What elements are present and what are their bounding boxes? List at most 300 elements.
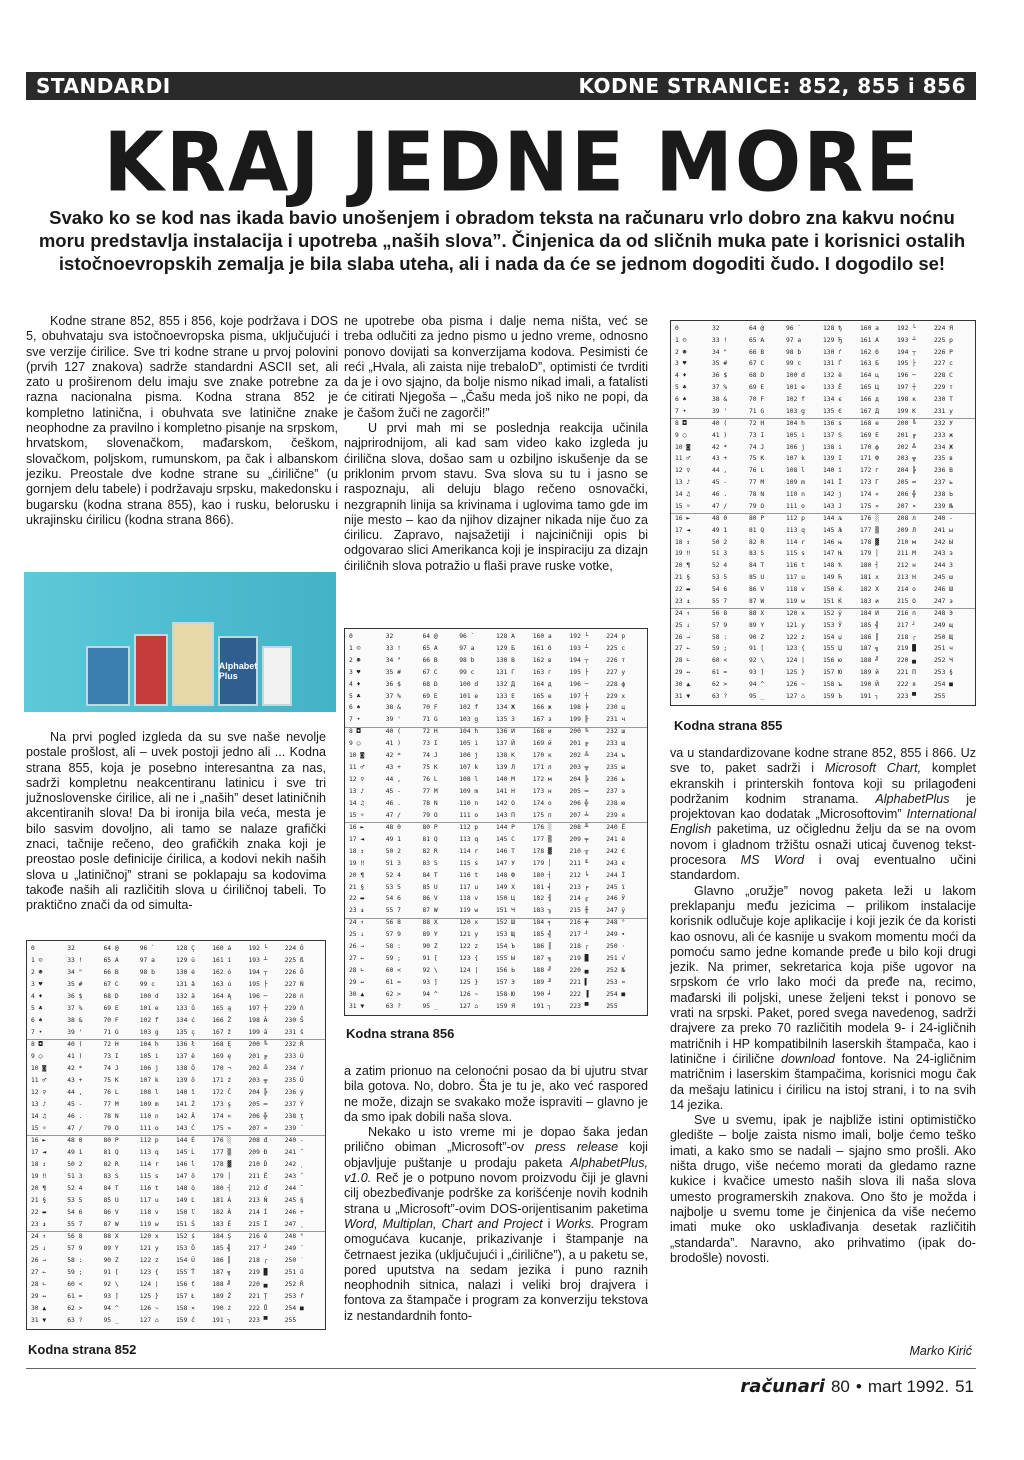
codepage-cell: 34 "	[712, 348, 728, 356]
codepage-cell: 248 °	[606, 919, 626, 927]
codepage-cell: 251 ű	[284, 1268, 304, 1276]
codepage-cell: 244 Ї	[606, 871, 626, 879]
codepage-cell: 207 ¤	[248, 1124, 268, 1132]
codepage-cell: 139 І	[823, 455, 842, 463]
codepage-cell: 130 ѓ	[823, 348, 842, 356]
codepage-cell: 132 ё	[823, 372, 842, 380]
codepage-cell: 32	[67, 944, 75, 952]
codepage-cell: 225 с	[606, 644, 626, 652]
codepage-cell: 147 ô	[176, 1172, 195, 1180]
codepage-cell: 43 +	[385, 764, 401, 772]
codepage-cell: 136 ł	[176, 1040, 195, 1048]
column-1-top	[26, 314, 338, 528]
codepage-cell: 209 ╤	[569, 835, 589, 843]
codepage-cell: 220 ▄	[569, 967, 589, 975]
photo-box-4	[218, 636, 258, 706]
codepage-cell: 211 Ë	[248, 1172, 268, 1180]
codepage-cell: 161 А	[860, 336, 879, 344]
codepage-cell: 39 '	[712, 407, 728, 415]
codepage-cell: 210 м	[897, 538, 916, 546]
codepage-cell: 206 ╬	[248, 1112, 268, 1120]
codepage-cell: 122 z	[459, 943, 479, 951]
codepage-cell: 161 б	[532, 644, 552, 652]
codepage-cell: 150 ľ	[176, 1208, 195, 1216]
codepage-cell: 136 И	[496, 728, 515, 736]
codepage-cell: 69 E	[103, 1004, 119, 1012]
codepage-cell: 183 Ě	[212, 1220, 232, 1228]
codepage-cell: 64 @	[422, 632, 438, 640]
codepage-cell: 75 K	[422, 764, 438, 772]
codepage-cell: 121 y	[459, 931, 479, 939]
codepage-cell: 116 t	[459, 871, 479, 879]
codepage-cell: 155 Ť	[176, 1268, 195, 1276]
codepage-cell: 215 Î	[248, 1220, 268, 1228]
codepage-cell: 40 (	[67, 1040, 83, 1048]
codepage-cell: 49 1	[385, 835, 401, 843]
codepage-cell: 56 8	[712, 609, 728, 617]
codepage-cell: 19 ‼	[349, 859, 365, 867]
codepage-cell: 7 •	[349, 716, 361, 724]
codepage-cell: 146 ĺ	[176, 1160, 195, 1168]
codepage-cell: 114 r	[139, 1160, 159, 1168]
codepage-cell: 49 1	[67, 1148, 83, 1156]
codepage-cell: 254 ■	[284, 1304, 304, 1312]
codepage-cell: 89 Y	[749, 621, 765, 629]
codepage-cell: 80 P	[103, 1136, 119, 1144]
codepage-cell: 225 ß	[284, 956, 304, 964]
codepage-cell: 234 ŕ	[284, 1064, 304, 1072]
codepage-cell: 245 §	[284, 1196, 304, 1204]
codepage-cell: 145 С	[496, 835, 515, 843]
codepage-cell: 88 X	[749, 609, 765, 617]
codepage-cell: 11 ♂	[31, 1076, 47, 1084]
codepage-cell: 55 7	[385, 907, 401, 915]
codepage-cell: 106 j	[139, 1064, 159, 1072]
codepage-cell: 25 ↓	[675, 621, 691, 629]
codepage-cell: 14 ♫	[675, 491, 691, 499]
codepage-cell: 167 з	[532, 716, 552, 724]
codepage-cell: 196 ─	[248, 992, 268, 1000]
codepage-cell: 87 W	[422, 907, 438, 915]
codepage-cell: 195 ├	[569, 668, 589, 676]
codepage-cell: 164 д	[532, 680, 552, 688]
codepage-cell: 127 ⌂	[139, 1316, 159, 1324]
codepage-cell: 221 П	[897, 669, 916, 677]
codepage-cell: 10 ◙	[31, 1064, 47, 1072]
codepage-cell: 113 q	[459, 835, 479, 843]
codepage-cell: 146 Т	[496, 847, 515, 855]
codepage-cell: 234 Ж	[934, 443, 953, 451]
codepage-cell: 231 ч	[606, 716, 626, 724]
codepage-cell: 213 Н	[897, 574, 916, 582]
codepage-cell: 151 Ч	[496, 907, 515, 915]
codepage-cell: 82 R	[749, 538, 765, 546]
col1-paragraph-1: Kodne strane 852, 855 i 856, koje podržava i DOS 5, obuhvataju sva istočnoevropska pisma, uključujući i sve verzije ćirilice. Sve tri kodne strane u prvoj polovini (prvih 127 znakova) sadrže standardni ASCII set, ali zato u proširenom delu imaju sve znake potrebne za razna nacionalna pisma. Kodna strana 852 je kompletno latinična, i obuhvata sve latinične znake neophodne za pravilno i kompletno pisanje na srpskom, hrvatskom, slovenačkom, mađarskom, češkom, slovačkom, poljskom, rumunskom, pa čak i albanskom jeziku. Preostale dve kodne strane su „ćirilične” (u gornjem delu tabele) i podržavaju srpsku, makedonsku i bugarsku (kodna strana 855), kao i rusku, belorusku i ukrajinsku ćirilicu (kodna strana 866).	[26, 314, 338, 527]
codepage-cell: 155 Ы	[496, 955, 515, 963]
codepage-cell: 241 ё	[606, 835, 626, 843]
codepage-cell: 72 H	[103, 1040, 119, 1048]
codepage-cell: 119 w	[786, 597, 805, 605]
codepage-cell: 249 ∙	[606, 931, 626, 939]
codepage-cell: 217 ┘	[897, 621, 916, 629]
codepage-cell: 198 ╞	[569, 704, 589, 712]
codepage-cell: 113 q	[786, 526, 805, 534]
codepage-cell: 117 u	[786, 574, 805, 582]
codepage-cell: 127 ⌂	[459, 1002, 479, 1010]
codepage-cell: 117 u	[459, 883, 479, 891]
codepage-cell: 148 Ф	[496, 871, 515, 879]
codepage-cell: 8 ◘	[31, 1040, 43, 1048]
codepage-cell: 142 О	[496, 799, 515, 807]
codepage-cell: 98 b	[786, 348, 802, 356]
codepage-cell: 26 →	[31, 1256, 47, 1264]
codepage-cell: 217 ┘	[569, 931, 589, 939]
article-title: KRAJ JEDNE MORE	[103, 115, 921, 211]
codepage-cell: 24 ↑	[31, 1232, 47, 1240]
codepage-cell: 50 2	[712, 538, 728, 546]
codepage-cell: 55 7	[712, 597, 728, 605]
codepage-cell: 208 л	[897, 514, 916, 522]
codepage-cell: 252 Ч	[934, 657, 953, 665]
codepage-cell: 133 Ё	[823, 384, 842, 392]
codepage-cell: 255	[284, 1316, 297, 1324]
issue-number: 80	[830, 1377, 850, 1396]
codepage-cell: 193 ┴	[248, 956, 268, 964]
codepage-cell: 47 /	[712, 502, 728, 510]
codepage-cell: 169 ę	[212, 1052, 232, 1060]
codepage-cell: 93 ]	[103, 1292, 119, 1300]
codepage-cell: 246 ÷	[284, 1208, 304, 1216]
codepage-cell: 172 г	[860, 467, 879, 475]
codepage-cell: 199 ă	[248, 1028, 268, 1036]
codepage-cell: 98 b	[139, 968, 155, 976]
codepage-cell: 168 Ę	[212, 1040, 232, 1048]
codepage-cell: 235 в	[934, 455, 953, 463]
codepage-cell: 227 с	[934, 360, 953, 368]
codepage-cell: 252 Ř	[284, 1280, 304, 1288]
codepage-cell: 79 O	[103, 1124, 119, 1132]
codepage-cell: 241 ы	[934, 526, 953, 534]
codepage-cell: 182 ╢	[532, 895, 552, 903]
codepage-cell: 246 Ш	[934, 586, 953, 594]
codepage-cell: 170 ¬	[212, 1064, 232, 1072]
codepage-cell: 199 К	[897, 407, 916, 415]
codepage-cell: 159 Я	[496, 1002, 515, 1010]
codepage-cell: 14 ♫	[349, 799, 365, 807]
codepage-cell: 203 ╦	[897, 455, 916, 463]
codepage-cell: 74 J	[422, 752, 438, 760]
codepage-cell: 107 k	[139, 1076, 159, 1084]
col3-paragraph-1	[670, 746, 976, 884]
codepage-cell: 96 `	[786, 324, 802, 332]
codepage-cell: 76 L	[422, 776, 438, 784]
codepage-cell: 135 З	[496, 716, 515, 724]
codepage-cell: 247 ў	[606, 907, 626, 915]
codepage-cell: 93 ]	[749, 669, 765, 677]
col2-p4-italic: Word, Multiplan, Chart and Project	[344, 1216, 543, 1231]
col3-paragraph-3: Sve u svemu, ipak je najbliže istini optimističko gledište – bolje zaista nismo imali, bolje ćemo teško imati, a kako smo se nadali – sjajno smo prošli. Ako ništa drugo, više nećemo morati da gledamo razne kukice i kvačice umesto naših slova ili naša slova umesto programerskih znakova. Ono što je možda i najbolje u svemu tome je činjenica da više nećemo imati muke oko usklađivanja desetak različitih „standarda”. Naravno, ako prihvatimo (ipak do-brodošle) novosti.	[670, 1113, 976, 1265]
codepage-cell: 189 ╜	[532, 979, 552, 986]
codepage-cell: 90 Z	[103, 1256, 119, 1264]
codepage-cell: 37 %	[712, 384, 728, 392]
codepage-cell: 125 }	[459, 979, 479, 986]
codepage-cell: 15 ☼	[349, 811, 365, 819]
codepage-cell: 162 ó	[212, 968, 232, 976]
codepage-cell: 203 ╦	[248, 1076, 268, 1084]
codepage-cell: 153 Ў	[823, 621, 842, 629]
codepage-cell: 43 +	[712, 455, 728, 463]
codepage-cell: 75 K	[103, 1076, 119, 1084]
codepage-cell: 103 g	[139, 1028, 159, 1036]
codepage-cell: 135 ç	[176, 1028, 195, 1036]
codepage-cell: 44 ,	[67, 1088, 83, 1096]
codepage-cell: 149 Х	[496, 883, 515, 891]
codepage-cell: 17 ◄	[349, 835, 365, 843]
codepage-cell: 135 Є	[823, 407, 842, 415]
codepage-cell: 230 Т	[934, 396, 953, 404]
codepage-cell: 84 T	[422, 871, 438, 879]
codepage-cell: 173 н	[532, 788, 552, 795]
codepage-cell: 122 z	[139, 1256, 159, 1264]
codepage-cell: 185 ╣	[212, 1244, 232, 1252]
codepage-cell: 17 ◄	[31, 1148, 47, 1156]
codepage-cell: 7 •	[675, 407, 687, 415]
codepage-cell: 170 к	[532, 752, 552, 760]
codepage-cell: 185 ╣	[860, 621, 879, 629]
codepage-cell: 173 ş	[212, 1100, 232, 1108]
codepage-cell: 178 ▓	[212, 1160, 232, 1168]
codepage-cell: 171 ź	[212, 1076, 232, 1084]
codepage-cell: 154 Ü	[176, 1256, 195, 1264]
codepage-cell: 144 љ	[823, 514, 842, 522]
codepage-cell: 175 п	[532, 811, 552, 819]
magazine-name: računari	[740, 1376, 825, 1397]
codepage-cell: 153 Ö	[176, 1244, 195, 1252]
codepage-cell: 152 ś	[176, 1232, 195, 1240]
col3-p1-text: je projektovan kao dodatak „Microsoftovim”	[670, 791, 976, 822]
codepage-cell: 126 ~	[139, 1304, 159, 1312]
codepage-cell: 5 ♣	[31, 1004, 43, 1012]
photo-box-2	[134, 634, 168, 706]
codepage-cell: 87 W	[749, 597, 765, 605]
codepage-cell: 172 Č	[212, 1088, 232, 1096]
codepage-cell: 118 v	[459, 895, 479, 903]
codepage-cell: 77 M	[749, 479, 765, 487]
codepage-cell: 147 У	[496, 859, 515, 867]
codepage-cell: 59 ;	[67, 1268, 83, 1276]
col2-paragraph-4	[344, 1125, 648, 1324]
codepage-cell: 92 \	[749, 657, 765, 665]
codepage-cell: 62 >	[67, 1304, 83, 1312]
codepage-cell: 49 1	[712, 526, 728, 534]
codepage-cell: 116 t	[786, 562, 805, 570]
col2-paragraph-3: a zatim prionuo na celonoćni posao da bi ujutru stvar bila gotova. No, dobro. Šta je tu je, ako već raspored ne može, dizajn se svakako može ispraviti – glavno je da smo ipak dobili naša slova.	[344, 1064, 648, 1124]
codepage-cell: 244 ˘	[284, 1184, 304, 1192]
codepage-cell: 186 ║	[212, 1256, 232, 1264]
codepage-cell: 205 ═	[569, 788, 589, 795]
codepage-cell: 66 B	[422, 656, 438, 664]
codepage-cell: 45 -	[385, 788, 401, 795]
codepage-cell: 143 Ј	[823, 502, 842, 510]
col3-p1-text: i ovaj eventualno učini standardom.	[670, 853, 976, 883]
codepage-cell: 160 а	[860, 324, 879, 332]
codepage-cell: 250 ˙	[284, 1256, 304, 1264]
codepage-cell: 165 Ц	[860, 384, 879, 392]
codepage-cell: 240 -	[934, 514, 953, 522]
codepage-cell: 232 Ŕ	[284, 1040, 304, 1048]
codepage-cell: 134 Ж	[496, 704, 515, 712]
codepage-cell: 137 Й	[496, 740, 515, 748]
codepage-cell: 86 V	[749, 586, 765, 594]
codepage-cell: 85 U	[103, 1196, 119, 1204]
codepage-cell: 150 ќ	[823, 586, 842, 594]
codepage-cell: 102 f	[139, 1016, 159, 1024]
codepage-cell: 255	[606, 1002, 618, 1010]
codepage-cell: 226 т	[606, 656, 626, 664]
codepage-cell: 79 O	[422, 811, 438, 819]
codepage-cell: 208 ╨	[569, 823, 589, 831]
codepage-cell: 196 ─	[897, 372, 916, 380]
codepage-cell: 174 о	[532, 799, 552, 807]
codepage-cell: 21 §	[31, 1196, 47, 1204]
codepage-cell: 71 G	[422, 716, 438, 724]
codepage-852-table	[26, 940, 326, 1330]
codepage-cell: 78 N	[103, 1112, 119, 1120]
codepage-separator	[27, 1135, 325, 1136]
codepage-cell: 248 Э	[934, 609, 953, 617]
codepage-cell: 207 ╧	[569, 811, 589, 819]
codepage-cell: 40 (	[385, 728, 401, 736]
codepage-cell: 72 H	[749, 419, 765, 427]
codepage-cell: 61 =	[712, 669, 728, 677]
codepage-separator	[27, 1039, 325, 1040]
codepage-855-table	[670, 320, 976, 706]
codepage-cell: 191 ┐	[532, 1002, 552, 1010]
codepage-852-caption: Kodna strana 852	[28, 1342, 137, 1357]
codepage-cell: 128 Ç	[176, 944, 195, 952]
codepage-cell: 165 ą	[212, 1004, 232, 1012]
codepage-cell: 205 ═	[897, 479, 916, 487]
codepage-cell: 184 ╕	[532, 919, 552, 927]
codepage-cell: 251 ч	[934, 645, 953, 653]
codepage-cell: 157 Ł	[176, 1292, 195, 1300]
codepage-cell: 39 '	[385, 716, 401, 724]
codepage-cell: 190 ż	[212, 1304, 232, 1312]
codepage-cell: 155 Џ	[823, 645, 842, 653]
col2-p4-text: Reč je o potpuno novom proizvodu čiji je glavni cilj obezbeđivanje podrške za korišćenje novih kodnih strana u „Microsoft”-ovim DOS-orijentisanim paketima	[344, 1171, 648, 1216]
codepage-cell: 190 Й	[860, 681, 879, 689]
codepage-cell: 198 Ă	[248, 1016, 268, 1024]
codepage-cell: 171 Ф	[860, 455, 879, 463]
codepage-cell: 249 щ	[934, 621, 953, 629]
codepage-cell: 33 !	[712, 336, 728, 344]
codepage-cell: 198 к	[897, 396, 916, 404]
codepage-cell: 73 I	[103, 1052, 119, 1060]
codepage-cell: 16 ►	[349, 823, 365, 831]
codepage-cell: 76 L	[749, 467, 765, 475]
codepage-cell: 30 ▲	[349, 990, 365, 998]
codepage-cell: 194 ┬	[569, 656, 589, 664]
codepage-cell: 138 К	[496, 752, 515, 760]
codepage-cell: 191 ┐	[212, 1316, 232, 1324]
codepage-cell: 189 й	[860, 669, 879, 677]
codepage-cell: 126 ~	[459, 990, 479, 998]
codepage-cell: 124 |	[786, 657, 805, 665]
codepage-cell: 107 k	[459, 764, 479, 772]
codepage-cell: 236 В	[934, 467, 953, 475]
codepage-cell: 176 ░	[212, 1136, 232, 1144]
codepage-cell: 20 ¶	[349, 871, 365, 879]
column-3	[670, 746, 976, 1266]
codepage-cell: 120 x	[459, 919, 479, 927]
codepage-cell: 224 р	[606, 632, 626, 640]
codepage-cell: 108 l	[139, 1088, 159, 1096]
codepage-cell: 4 ♦	[349, 680, 361, 688]
codepage-cell: 80 P	[422, 823, 438, 831]
codepage-cell: 25 ↓	[349, 931, 365, 939]
codepage-cell: 160 а	[532, 632, 552, 640]
codepage-cell: 17 ◄	[675, 526, 691, 534]
codepage-cell: 58 :	[385, 943, 401, 951]
codepage-cell: 13 ♪	[349, 788, 365, 795]
codepage-cell: 152 ў	[823, 609, 842, 617]
codepage-cell: 232 У	[934, 419, 953, 427]
codepage-cell: 21 §	[675, 574, 691, 582]
codepage-cell: 174 «	[860, 491, 879, 499]
codepage-cell: 227 Ń	[284, 980, 304, 988]
codepage-cell: 208 đ	[248, 1136, 268, 1144]
codepage-cell: 85 U	[422, 883, 438, 891]
codepage-cell: 37 %	[385, 692, 401, 700]
codepage-cell: 99 c	[139, 980, 155, 988]
codepage-cell: 250 Щ	[934, 633, 953, 641]
codepage-cell: 104 h	[459, 728, 479, 736]
codepage-cell: 161 í	[212, 956, 232, 964]
codepage-cell: 125 }	[786, 669, 805, 677]
codepage-cell: 57 9	[712, 621, 728, 629]
codepage-cell: 54 6	[712, 586, 728, 594]
codepage-cell: 204 ╠	[569, 776, 589, 784]
codepage-cell: 122 z	[786, 633, 805, 641]
codepage-cell: 177 ▒	[532, 835, 552, 843]
codepage-cell: 104 h	[139, 1040, 159, 1048]
codepage-cell: 197 ┼	[897, 384, 916, 392]
codepage-cell: 223 ▀	[569, 1002, 589, 1010]
codepage-cell: 69 E	[749, 384, 765, 392]
codepage-cell: 120 x	[786, 609, 805, 617]
codepage-cell: 88 X	[103, 1232, 119, 1240]
codepage-cell: 13 ♪	[31, 1100, 47, 1108]
codepage-cell: 228 ф	[606, 680, 626, 688]
codepage-cell: 30 ▲	[675, 681, 691, 689]
codepage-cell: 81 Q	[422, 835, 438, 843]
codepage-cell: 222 Ů	[248, 1304, 268, 1312]
codepage-cell: 177 ▒	[212, 1148, 232, 1156]
codepage-cell: 70 F	[749, 396, 765, 404]
codepage-cell: 0	[349, 632, 353, 640]
codepage-cell: 29 ↔	[31, 1292, 47, 1300]
codepage-cell: 31 ▼	[31, 1316, 47, 1324]
codepage-cell: 3 ♥	[31, 980, 43, 988]
codepage-cell: 176 ░	[860, 514, 879, 522]
codepage-cell: 166 Ž	[212, 1016, 232, 1024]
codepage-cell: 81 Q	[749, 526, 765, 534]
codepage-cell: 28 ∟	[349, 967, 365, 975]
codepage-cell: 91 [	[103, 1268, 119, 1276]
codepage-cell: 170 ф	[860, 443, 879, 451]
codepage-cell: 129 Б	[496, 644, 515, 652]
codepage-cell: 220 ▄	[897, 657, 916, 665]
